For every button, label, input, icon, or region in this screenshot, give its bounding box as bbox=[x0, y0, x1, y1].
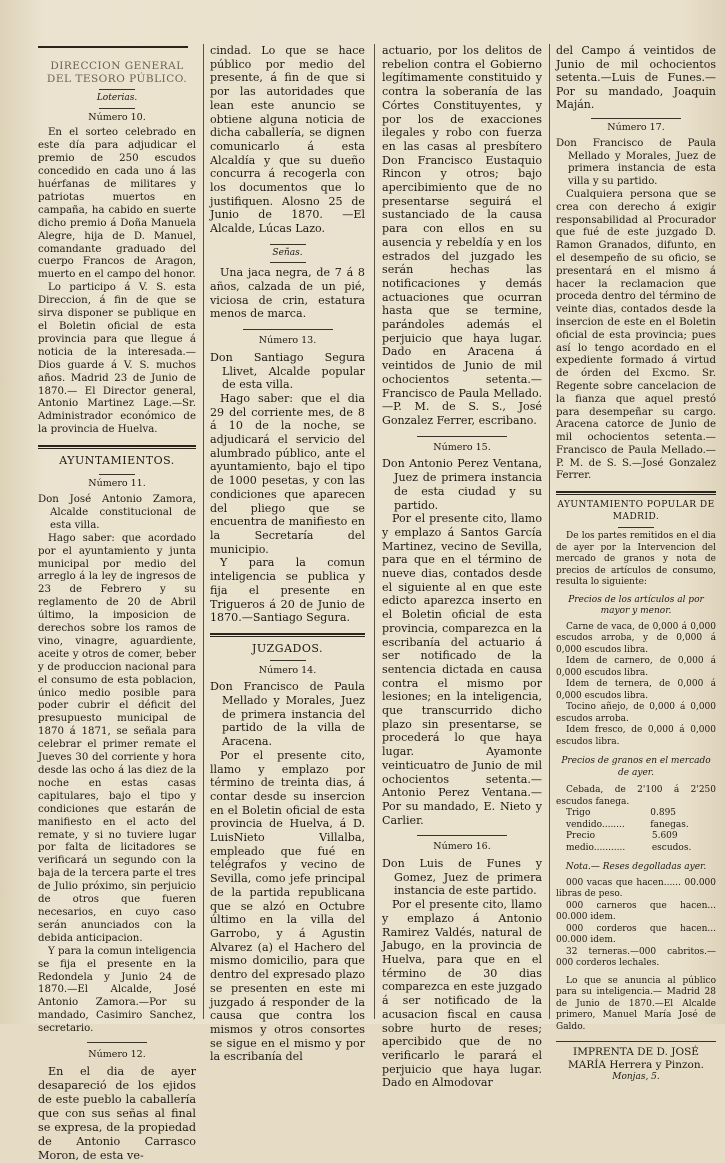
notice-text: Por el presente cito, llamo y emplazo á Santos García Martinez, vecino de Sevilla, para que en el término de nueve dias, contados desde el siguiente al en que este edicto aparezca inserto en el Boletin oficial de esta provincia, comparezca en la escribanía del actuario á ser notificado de la sentencia dictada en causa contra el mismo por lesiones; en la inteligencia, que transcurrido dicho plazo sin presentarse, se procederá lo que haya lugar. Ayamonte veinticuatro de Junio de mil ochocientos setenta.— Antonio Perez Ventana.— Por su mandado, E. Nieto y Carlier. bbox=[382, 512, 542, 827]
column-4 bbox=[556, 44, 716, 1083]
row-label: Trigo vendido........ bbox=[566, 808, 625, 830]
notice-number: Número 13. bbox=[258, 335, 317, 347]
notice-text: Por el presente cito, llamo y emplazo por término de treinta dias, á contar desde su insercion en el Boletin oficial de esta provincia de Huelva, á D. LuisNieto Villalba, empleado que fué en telégrafos y vecino de Sevilla, como jefe principal de la partida republicana que se alzó en Octubre último en la villa del Garrobo, y á Agustin Alvarez (a) el Hachero del mismo domicilio, para que dentro del expresado plazo se presenten en este mi juzgado á responder de la causa que contra los mismos y otros consortes se sigue en el mismo y por la escribanía del bbox=[210, 748, 365, 1064]
notice-heading: Don Francisco de Paula Mellado y Morales, Juez de primera instancia de esta villa y su partido. bbox=[556, 137, 716, 188]
list-item: Idem fresco, de 0,000 á 0,000 escudos libra. bbox=[556, 725, 716, 747]
notice-text: Por el presente cito, llamo y emplazo á Antonio Ramirez Valdés, natural de Jabugo, en la provincia de Huelva, para que en el término de 30 dias comparezca en este juzgado á ser notificado de la acusacion fiscal en causa sobre hurto de reses; apercibido que de no verificarlo le parará el perjuicio que haya lugar. Dado en Almodovar bbox=[382, 898, 542, 1090]
notice-text: actuario, por los delitos de rebelion contra el Gobierno legítimamente constituido y contra la soberanía de las Córtes Constituyentes, y por los de exacciones ilegales y robo con fuerza en las casas al presbítero Don Francisco Eustaquio Rincon y otros; bajo apercibimiento que de no presentarse seguirá el sustanciado de la causa para con ellos en su ausencia y rebeldía y en los estrados del juzgado les serán hechas las notificaciones y demás actuaciones que ocurran hasta que se termine, parándoles además el perjuicio que haya lugar. Dado en Aracena á veintidos de Junio de mil ochocientos setenta.— Francisco de Paula Mellado.—P. M. de S. S., José Gonzalez Ferrer, escribano. bbox=[382, 44, 542, 427]
column-1 bbox=[38, 44, 196, 1162]
column-divider bbox=[549, 44, 550, 1019]
list-item: 000 vacas que hacen...... 00.000 libras de peso. bbox=[556, 877, 716, 900]
notice-text: Hago saber: que el dia 29 del corriente mes, de 8 á 10 de la noche, se adjudicará el servicio del alumbrado público, ante el ayuntamiento, bajo el tipo de 1000 pesetas, y con las condiciones que aparecen del pliego que se encuentra de manifiesto en la Secretaría del municipio. bbox=[210, 391, 365, 556]
section-header: DIRECCION GENERAL DEL TESORO PÚBLICO. bbox=[46, 60, 188, 85]
notice-number: Número 17. bbox=[607, 121, 665, 133]
list-item: 32 terneras.—000 cabritos.—000 corderos lechales. bbox=[556, 946, 716, 969]
notice-heading: Don Francisco de Paula Mellado y Morales, Juez de primera instancia del partido de la villa de Aracena. bbox=[210, 680, 365, 749]
notice-text: Y para la comun inteligencia se fija el presente en la Redondela y Junio 24 de 1870.—El Alcalde, José Antonio Zamora.—Por su mandado, Casimiro Sanchez, secretario. bbox=[38, 945, 196, 1035]
notice-text: De los partes remitidos en el dia de ayer por la Intervencion del mercado de granos y nota de precios de artículos de consumo, resulta lo siguiente: bbox=[556, 531, 716, 588]
subsection-title: Precios de los artículos al por mayor y menor. bbox=[568, 594, 704, 617]
notice-number: Número 15. bbox=[433, 441, 491, 453]
notice-text: del Campo á veintidos de Junio de mil ochocientos setenta.—Luis de Funes.—Por su mandado, Joaquin Maján. bbox=[556, 44, 716, 112]
row-value: 0.895 fanegas. bbox=[650, 808, 689, 830]
notice-number: Número 14. bbox=[258, 664, 317, 676]
subsection-title: Loterias. bbox=[96, 93, 138, 103]
list-item: Tocino añejo, de 0,000 á 0,000 escudos arroba. bbox=[556, 702, 716, 724]
notice-text: Lo participo á V. S. esta Direccion, á fin de que se sirva disponer se publique en el Boletin oficial de esta provincia para que llegue á noticia de la interesada.— Dios guarde á V. S. muchos años. Madrid 23 de Junio de 1870.— El Director general, Antonio Martinez Lage.—Sr. Administrador económico de la provincia de Huelva. bbox=[38, 282, 196, 436]
notice-text: Hago saber: que acordado por el ayuntamiento y junta municipal por medio del arreglo á la ley de ingresos de 23 de Febrero y su reglamento de 20 de Abril último, la imposicion de derechos sobre los ramos de vino, vinagre, aguardiente, aceite y otros de comer, beber y de produccion nacional para el consumo de esta poblacion, único medio posible para poder cubrir el déficit del presupuesto municipal de 1870 á 1871, se señala para celebrar el primer remate el Jueves 30 del corriente y hora desde las ocho á las diez de la noche en estas casas capitulares, bajo el tipo y condiciones que estarán de manifiesto en el acto del remate, y si no tuviere lugar por falta de licitadores se verificará un segundo con la baja de la tercera parte el tres de Julio próximo, sin perjuicio de otros que fueren necesarios, en cuyo caso serán anunciados con la debida anticipacion. bbox=[38, 532, 196, 944]
imprint-address: Monjas, 5. bbox=[612, 1072, 660, 1083]
subsection-title: Precios de granos en el mercado de ayer. bbox=[561, 756, 711, 778]
list-item: 000 corderos que hacen... 00.000 idem. bbox=[556, 923, 716, 946]
section-header: JUZGADOS. bbox=[251, 641, 324, 655]
notice-text: Y para la comun inteligencia se publica y fija el presente en Trigueros á 20 de Junio de 1870.—Santiago Segura. bbox=[210, 556, 365, 625]
row-label: Precio medio........... bbox=[566, 831, 626, 853]
subsection-title: Nota.— Reses degolladas ayer. bbox=[565, 862, 707, 873]
subsection-title: Señas. bbox=[272, 247, 303, 258]
notice-number: Número 10. bbox=[88, 111, 146, 123]
row-value: 5.609 escudos. bbox=[651, 831, 692, 853]
section-header: AYUNTAMIENTO POPULAR DE MADRID. bbox=[557, 500, 715, 522]
notice-text: En el sorteo celebrado en este día para adjudicar el premio de 250 escudos concedido en cada uno á las huérfanas de militares y patriotas muertos en campaña, ha cabido en suerte dicho premio á Doña Manuela Alegre, hija de D. Manuel, comandante graduado del cuerpo Francos de Aragon, muerto en el campo del honor. bbox=[38, 127, 196, 281]
notice-number: Número 11. bbox=[88, 478, 146, 490]
notice-heading: Don Luis de Funes y Gomez, Juez de primera instancia de este partido. bbox=[382, 857, 542, 898]
column-2 bbox=[210, 44, 365, 1064]
list-item: Carne de vaca, de 0,000 á 0,000 escudos arroba, y de 0,000 á 0,000 escudos libra. bbox=[556, 621, 716, 655]
imprint: IMPRENTA DE D. JOSÉ MARÍA Herrera y Pinzon. bbox=[568, 1046, 704, 1072]
list-item: Cebada, de 2'100 á 2'250 escudos fanega. bbox=[556, 785, 716, 807]
notice-heading: Don Santiago Segura Llivet, Alcalde popular de esta villa. bbox=[210, 350, 365, 392]
notice-number: Número 12. bbox=[88, 1049, 146, 1061]
list-item bbox=[556, 808, 716, 831]
list-item bbox=[556, 831, 716, 854]
notice-text: Cualquiera persona que se crea con derecho á exigir responsabilidad al Procurador que fué de este juzgado D. Ramon Granados, difunto, en el desempeño de su oficio, se presentará en el mismo á hacer la reclamacion que proceda dentro del término de veinte dias, contados desde la insercion de este en el Boletin oficial de esta provincia; pues así lo tengo acordado en el expediente formado á virtud de órden del Excmo. Sr. Regente sobre cancelacion de la fianza que aquel prestó para desempeñar su cargo. Aracena catorce de Junio de mil ochocientos setenta.—Francisco de Paula Mellado.—P. M. de S. S.—José Gonzalez Ferrer. bbox=[556, 188, 716, 482]
notice-text: Lo que se anuncia al público para su inteligencia.— Madrid 28 de Junio de 1870.—El Alcalde primero, Manuel María José de Galdo. bbox=[556, 975, 716, 1032]
section-header: AYUNTAMIENTOS. bbox=[59, 454, 175, 468]
notice-heading: Don Antonio Perez Ventana, Juez de primera instancia de esta ciudad y su partido. bbox=[382, 457, 542, 512]
notice-number: Número 16. bbox=[433, 841, 491, 853]
list-item: Idem de carnero, de 0,000 á 0,000 escudos libra. bbox=[556, 656, 716, 678]
notice-text: En el dia de ayer desapareció de los ejidos de este pueblo la caballería que con sus señas al final se expresa, de la propiedad de Antonio Carrasco Moron, de esta ve- bbox=[38, 1064, 196, 1162]
column-divider bbox=[374, 44, 375, 1019]
column-divider bbox=[203, 44, 204, 1019]
list-item: 000 carneros que hacen... 00.000 idem. bbox=[556, 900, 716, 923]
list-item: Idem de ternera, de 0,000 á 0,000 escudos libra. bbox=[556, 679, 716, 701]
notice-text: cindad. Lo que se hace público por medio del presente, á fin de que si por las autoridades que lean este anuncio se obtiene alguna noticia de dicha caballería, se dignen comunicarlo á esta Alcaldía y que su dueño concurra á recogerla con los documentos que lo justifiquen. Alosno 25 de Junio de 1870. —El Alcalde, Lúcas Lazo. bbox=[210, 44, 365, 236]
price-list bbox=[556, 622, 716, 749]
notice-text: Una jaca negra, de 7 á 8 años, calzada de un pié, viciosa de crin, estatura menos de marca. bbox=[210, 266, 365, 321]
notice-heading: Don José Antonio Zamora, Alcalde constitucional de esta villa. bbox=[38, 493, 196, 531]
column-3 bbox=[382, 44, 542, 1090]
